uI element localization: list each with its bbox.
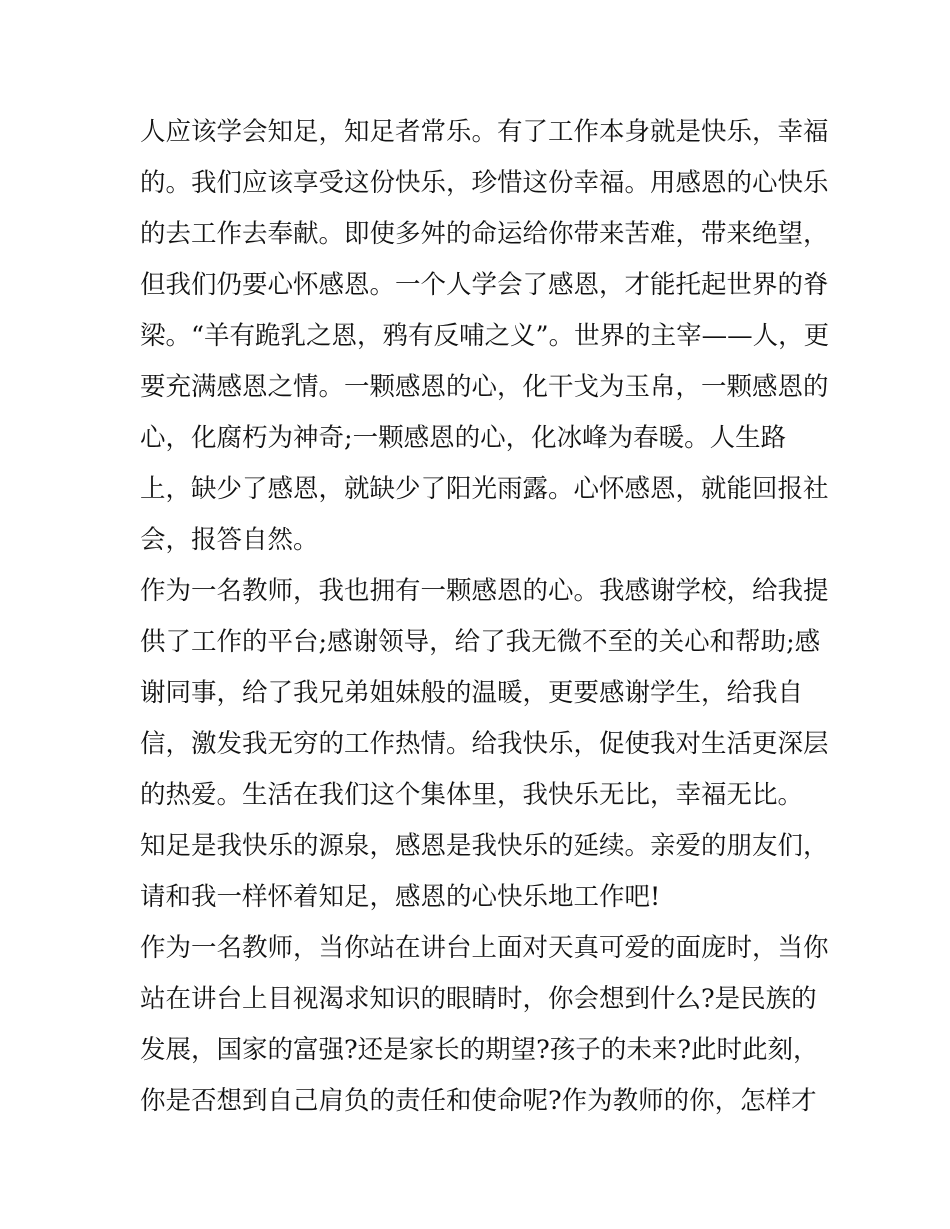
text-line: 作为一名教师，当你站在讲台上面对天真可爱的面庞时，当你 xyxy=(140,933,829,963)
text-line: 的。我们应该享受这份快乐，珍惜这份幸福。用感恩的心快乐 xyxy=(140,168,829,198)
text-line: 供了工作的平台;感谢领导，给了我无微不至的关心和帮助;感 xyxy=(140,627,821,657)
text-line: 请和我一样怀着知足，感恩的心快乐地工作吧! xyxy=(140,882,661,912)
text-line: 但我们仍要心怀感恩。一个人学会了感恩，才能托起世界的脊 xyxy=(140,270,829,300)
text-line: 心，化腐朽为神奇;一颗感恩的心，化冰峰为春暖。人生路 xyxy=(140,423,787,453)
text-line: 会，报答自然。 xyxy=(140,525,319,555)
body-text xyxy=(140,107,830,1127)
text-line: 发展，国家的富强?还是家长的期望?孩子的未来?此时此刻， xyxy=(140,1035,819,1065)
text-line: 上，缺少了感恩，就缺少了阳光雨露。心怀感恩，就能回报社 xyxy=(140,474,829,504)
text-line: 谢同事，给了我兄弟姐妹般的温暖，更要感谢学生，给我自 xyxy=(140,678,804,708)
text-line: 的热爱。生活在我们这个集体里，我快乐无比，幸福无比。 xyxy=(140,780,804,810)
text-line: 信，激发我无穷的工作热情。给我快乐，促使我对生活更深层 xyxy=(140,729,829,759)
text-line: 知足是我快乐的源泉，感恩是我快乐的延续。亲爱的朋友们， xyxy=(140,831,829,861)
text-line: 梁。“羊有跪乳之恩，鸦有反哺之义”。世界的主宰——人，更 xyxy=(140,321,830,351)
text-line: 作为一名教师，我也拥有一颗感恩的心。我感谢学校，给我提 xyxy=(140,576,829,606)
text-line: 人应该学会知足，知足者常乐。有了工作本身就是快乐，幸福 xyxy=(140,117,829,147)
text-line: 站在讲台上目视渴求知识的眼睛时，你会想到什么?是民族的 xyxy=(140,984,817,1014)
text-line: 你是否想到自己肩负的责任和使命呢?作为教师的你，怎样才 xyxy=(140,1086,817,1116)
text-line: 的去工作去奉献。即使多舛的命运给你带来苦难，带来绝望， xyxy=(140,219,829,249)
text-line: 要充满感恩之情。一颗感恩的心，化干戈为玉帛，一颗感恩的 xyxy=(140,372,829,402)
